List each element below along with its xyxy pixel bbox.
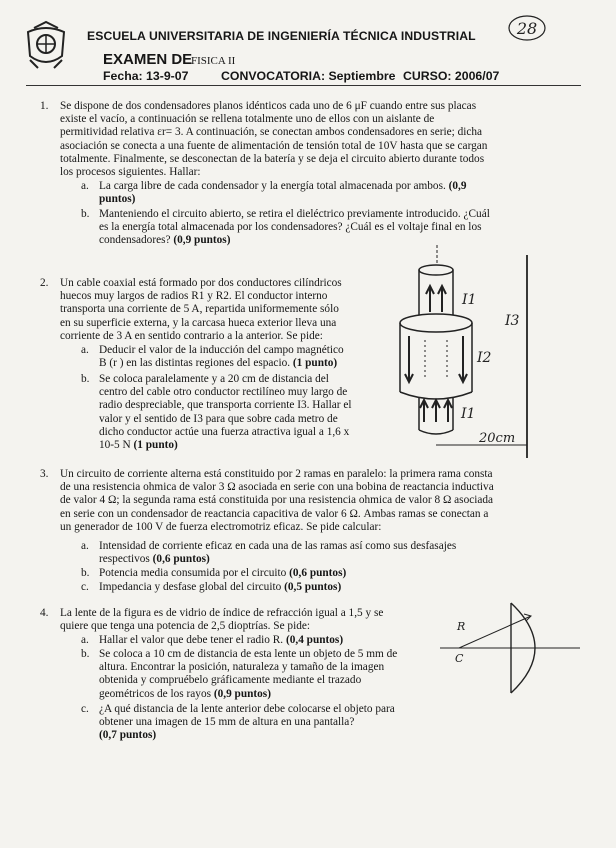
label-i1-bottom: I1 bbox=[461, 406, 476, 422]
coaxial-cable-figure bbox=[385, 240, 545, 465]
handwritten-grade-circle bbox=[507, 14, 547, 42]
exam-date: Fecha: 13-9-07 bbox=[103, 69, 189, 83]
lens-figure bbox=[435, 598, 585, 698]
exam-session: CONVOCATORIA: Septiembre bbox=[221, 69, 396, 83]
school-name: ESCUELA UNIVERSITARIA DE INGENIERÍA TÉCNICA INDUSTRIAL bbox=[87, 29, 476, 43]
distance-label: 20cm bbox=[479, 431, 516, 446]
subject-name: FISICA II bbox=[191, 55, 236, 67]
label-i3: I3 bbox=[505, 313, 520, 329]
label-r: R bbox=[457, 620, 466, 633]
label-c: C bbox=[455, 652, 464, 665]
label-i2: I2 bbox=[477, 350, 492, 366]
question-number: 2. bbox=[40, 277, 49, 289]
up-arrows-top-icon bbox=[426, 286, 446, 312]
question-number: 1. bbox=[40, 100, 49, 112]
up-arrows-bottom-icon bbox=[420, 400, 452, 422]
question-number: 3. bbox=[40, 468, 49, 480]
question-3-statement: Un circuito de corriente alterna está constituido por 2 ramas en paralelo: la primera rama consta de una resistencia ohmica de valor 3 Ω asociada en serie con una bobina de reactancia inductiva de valor 4 Ω; la segunda rama está constituida por una resistencia ohmica de valor 8 Ω asociada en serie con un condensador de reactancia capacitiva de valor 6 Ω. Ambas ramas se conectan a un generador de 100 V de fuerza electromotriz eficaz. Se pide calcular: bbox=[60, 468, 494, 533]
exam-course: CURSO: 2006/07 bbox=[403, 69, 500, 83]
question-4-statement: La lente de la figura es de vidrio de índice de refracción igual a 1,5 y se quiere que tenga una potencia de 2,5 dioptrías. Se pide: bbox=[60, 607, 384, 633]
question-2-statement: Un cable coaxial está formado por dos conductores cilíndricos huecos muy largos de radios R1 y R2. El conductor interno transporta una corriente de 5 A, repartida uniformemente sólo en su superficie externa, y la carcasa hueca exterior lleva una corriente de 3 A en sentido contrario a la anterior. Se pide: bbox=[60, 277, 342, 342]
radius-line bbox=[459, 616, 531, 648]
down-arrows-icon bbox=[405, 336, 467, 382]
question-1-statement: Se dispone de dos condensadores planos idénticos cada uno de 6 μF cuando entre sus placas existe el vacío, a continuación se rellena totalmente uno de ellos con un aislante de permitividad relativa εr= 3. A continuación, se conectan ambos condensadores en serie; dicha asociación se conecta a una fuente de alimentación de tensión total de 10V hasta que se cargan totalmente. Finalmente, se desconectan de la batería y se deja el circuito abierto durante todos los procesos siguientes. Hallar: bbox=[60, 100, 488, 179]
label-i1-top: I1 bbox=[462, 292, 477, 308]
exam-label: EXAMEN DE bbox=[103, 51, 193, 68]
school-crest-logo bbox=[22, 20, 70, 72]
handwritten-number: 28 bbox=[516, 19, 538, 38]
header-divider bbox=[26, 85, 581, 86]
question-number: 4. bbox=[40, 607, 49, 619]
